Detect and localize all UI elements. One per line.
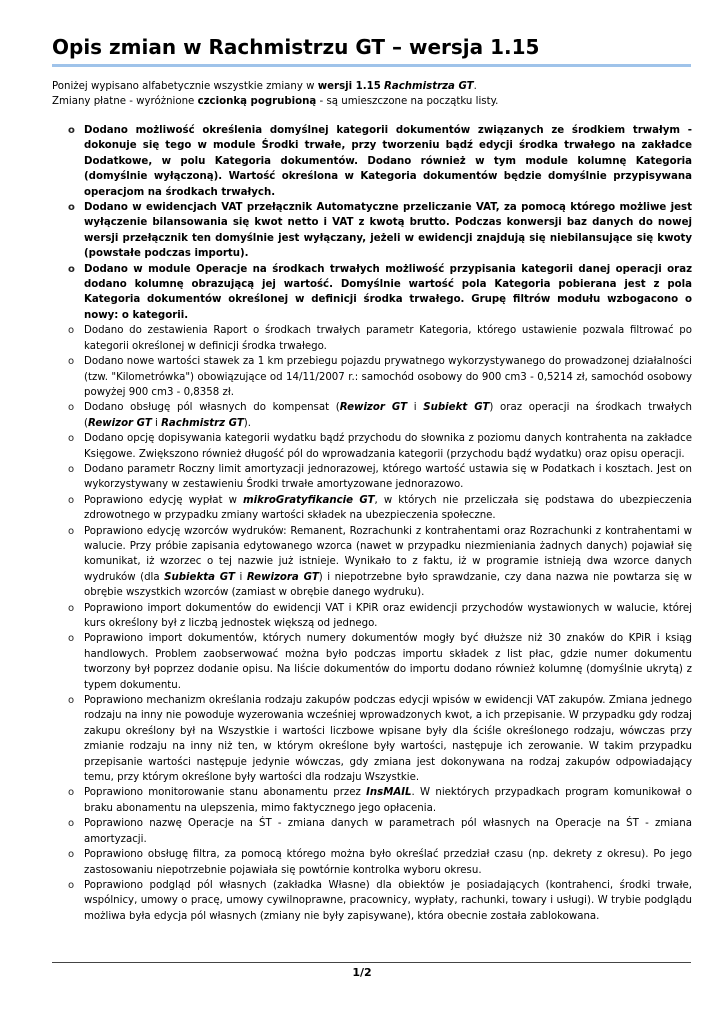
list-item: o Dodano do zestawienia Raport o środkach trwałych parametr Kategoria, którego ustawienie pozwala filtrować po kategorii określonej w definicji środka trwałego. — [52, 323, 692, 354]
list-item: o Poprawiono monitorowanie stanu abonamentu przez InsMAIL. W niektórych przypadkach program komunikował o braku abonamentu na ulepszenia, mimo faktycznego jego opłacenia. — [52, 785, 692, 816]
product-name: mikroGratyfikancie GT — [242, 494, 375, 506]
product-name: Rewizor GT — [339, 402, 408, 414]
list-item: o Dodano możliwość określenia domyślnej kategorii dokumentów związanych ze środkiem trwałym - dokonuje się tego w module Środki trwałe, przy tworzeniu bądź edycji środka trwałego na zakładce Dodatkowe, w polu Kategoria dokumentów. Dodano również w tym module kolumnę Kategoria (domyślnie wyłączoną). Wartość określona w Kategoria dokumentów będzie domyślnie przypisywana operacjom na środkach trwałych. — [52, 123, 692, 200]
list-item: o Poprawiono nazwę Operacje na ŚT - zmiana danych w parametrach pól własnych na Operacje na ŚT - zmiana amortyzacji. — [52, 816, 692, 847]
list-item: o Dodano obsługę pól własnych do kompensat (Rewizor GT i Subiekt GT) oraz operacji na środkach trwałych (Rewizor GT i Rachmistrz GT). — [52, 400, 692, 431]
intro-text: . — [473, 81, 477, 92]
product-name: InsMAIL — [366, 787, 412, 799]
product-name: Rewizor GT — [87, 417, 152, 429]
intro — [52, 79, 692, 109]
list-item: o Poprawiono edycję wypłat w mikroGratyfikancie GT, w których nie przeliczała się podstawa do ubezpieczenia zdrowotnego w przypadku zmiany wartości składek na ubezpieczenia społeczne. — [52, 493, 692, 524]
intro-version: wersji 1.15 — [317, 81, 381, 92]
intro-text: Zmiany płatne - wyróżnione — [52, 96, 198, 107]
list-item: o Dodano opcję dopisywania kategorii wydatku bądź przychodu do słownika z poziomu danych kontrahenta na zakładce Księgowe. Zwiększono również długość pól do wprowadzania kategorii (przychodu bądź wydatku) oraz opisu operacji. — [52, 431, 692, 462]
page-number: 1/2 — [352, 966, 372, 979]
list-item: o Dodano w ewidencjach VAT przełącznik Automatyczne przeliczanie VAT, za pomocą którego możliwe jest wyłączenie bilansowania się kwot netto i VAT z kwotą brutto. Podczas konwersji baz danych do nowej wersji przełącznik ten domyślnie jest wyłączany, jeżeli w ewidencji znajdują się niebilansujące się kwoty (powstałe podczas importu). — [52, 200, 692, 262]
product-name: Subiekt GT — [423, 402, 490, 414]
document-title: Opis zmian w Rachmistrzu GT – wersja 1.15 — [52, 35, 540, 59]
list-item: o Poprawiono import dokumentów do ewidencji VAT i KPiR oraz ewidencji przychodów wystawionych w walucie, której kurs określony był z liczbą jednostek większą od jednego. — [52, 601, 692, 632]
intro-line-1 — [52, 79, 692, 94]
list-item: o Dodano w module Operacje na środkach trwałych możliwość przypisania kategorii danej operacji oraz dodano kolumnę obrazującą jej wartość. Domyślnie wartość pola Kategoria pobierana jest z pola Kategoria dokumentów określonej w definicji środka trwałego. Grupę filtrów modułu wzbogacono o nowy: o kategorii. — [52, 262, 692, 324]
list-item: o Poprawiono mechanizm określania rodzaju zakupów podczas edycji wpisów w ewidencji VAT zakupów. Zmiana jednego rodzaju na inny nie powoduje wyzerowania wcześniej wprowadzonych kwot, a ich przepisanie. W przypadku gdy rodzaj zakupu określony był na Wszystkie i wartości liczbowe wpisane były dla ściśle określonego rodzaju, wówczas przy zmianie rodzaju na inny niż ten, w którym określone były wartości, następuje ich zerowanie. W takim przypadku przepisanie wartości następuje jedynie wówczas, gdy zmiana jest dokonywana na rodzaj zakupów odpowiadający temu, przy którym określone były wartości dla rodzaju Wszystkie. — [52, 693, 692, 785]
list-item: o Poprawiono edycję wzorców wydruków: Remanent, Rozrachunki z kontrahentami oraz Rozrachunki z kontrahentami w walucie. Przy próbie zapisania edytowanego wzorca (nawet w przypadku niezmieniania żadnych danych) pojawiał się komunikat, iż wzorzec o tej nazwie już istnieje. Wynikało to z faktu, iż w programie istnieją dwa wzorce danych wydruków (dla Subiekta GT i Rewizora GT) i niepotrzebne było sprawdzanie, czy dana nazwa nie powtarza się w obrębie wszystkich wzorców (zamiast w obrębie danego wydruku). — [52, 524, 692, 601]
footer-divider — [52, 962, 691, 963]
changes-list — [52, 123, 692, 924]
list-item: o Poprawiono obsługę filtra, za pomocą którego można było określać przedział czasu (np. dekrety z okresu). Po jego zastosowaniu niepotrzebnie pojawiała się powtórnie kontrolka wyboru okresu. — [52, 847, 692, 878]
list-item: o Dodano parametr Roczny limit amortyzacji jednorazowej, którego wartość ustawia się w Podatkach i kosztach. Jest on wykorzystywany w zestawieniu Środki trwałe amortyzowane jednorazowo. — [52, 462, 692, 493]
intro-emphasis: czcionką pogrubioną — [197, 96, 317, 107]
list-item: o Poprawiono import dokumentów, których numery dokumentów mogły być dłuższe niż 30 znaków do KPiR i ksiąg handlowych. Problem zaobserwować można było podczas importu składek z list płac, gdzie numer dokumentu tworzony był poprzez dodanie opisu. Na liście dokumentów do importu dodano również kolumnę (domyślnie ukrytą) z typem dokumentu. — [52, 631, 692, 693]
intro-text: Poniżej wypisano alfabetycznie wszystkie zmiany w — [52, 81, 318, 92]
intro-product: Rachmistrza GT — [384, 81, 474, 92]
intro-line-2 — [52, 94, 692, 109]
intro-text: - są umieszczone na początku listy. — [316, 96, 499, 107]
title-underline — [52, 64, 691, 67]
list-item: o Dodano nowe wartości stawek za 1 km przebiegu pojazdu prywatnego wykorzystywanego do prowadzonej działalności (tzw. "Kilometrówka") obowiązujące od 14/11/2007 r.: samochód osobowy do 900 cm3 - 0,5214 zł, samochód osobowy powyżej 900 cm3 - 0,8358 zł. — [52, 354, 692, 400]
product-name: Rewizora GT — [246, 571, 319, 583]
product-name: Rachmistrz GT — [161, 417, 244, 429]
product-name: Subiekta GT — [164, 571, 235, 583]
list-item: o Poprawiono podgląd pól własnych (zakładka Własne) dla obiektów je posiadających (kontrahenci, środki trwałe, wspólnicy, umowy o pracę, umowy cywilnoprawne, pracownicy, wypłaty, rachunki, towary i usługi). W trybie podglądu możliwa była edycja pól własnych (zmiany nie były zapisywane), która obecnie została zablokowana. — [52, 878, 692, 924]
